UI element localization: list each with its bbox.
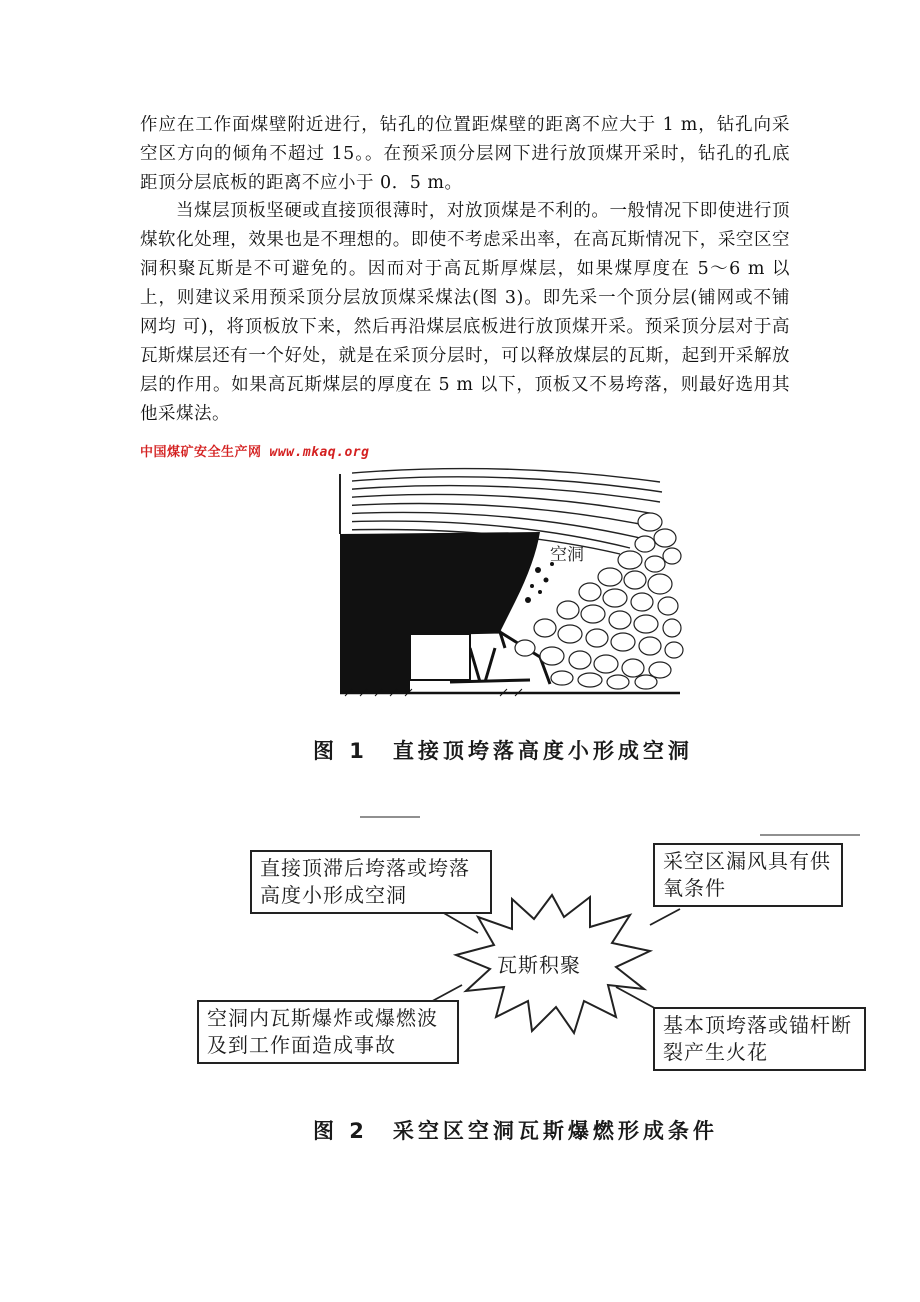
gas-accumulation-label: 瓦斯积聚 (497, 953, 581, 977)
paragraph-1: 作应在工作面煤壁附近进行，钻孔的位置距煤壁的距离不应大于 1 m，钻孔向采空区方向的倾角不超过 15。。在预采顶分层网下进行放顶煤开采时，钻孔的孔底距顶分层底板的距离不应小于 0．5 m。 (140, 115, 790, 193)
cause-box-oxygen: 采空区漏风具有供氧条件 (653, 843, 843, 907)
figure-1-caption: 图 1 直接顶垮落高度小形成空洞 (313, 739, 693, 763)
cavity-label: 空洞 (550, 545, 584, 565)
watermark-url: www.mkaq.org (269, 445, 370, 460)
cause-box-explosion: 空洞内瓦斯爆炸或爆燃波及到工作面造成事故 (197, 1000, 459, 1064)
cause-box-cavity: 直接顶滞后垮落或垮落高度小形成空洞 (250, 850, 492, 914)
cause-box-spark: 基本顶垮落或锚杆断裂产生火花 (653, 1007, 866, 1071)
paragraph-2: 当煤层顶板坚硬或直接顶很薄时，对放顶煤是不利的。一般情况下即使进行顶煤软化处理，效果也是不理想的。即使不考虑采出率，在高瓦斯情况下，采空区空洞积聚瓦斯是不可避免的。因而对于高瓦斯厚煤层，如果煤厚度在 5～6 m 以上，则建议采用预采顶分层放顶煤采煤法(图 3)。即先采一个顶分层(铺网或不铺网均 可)，将顶板放下来，然后再沿煤层底板进行放顶煤开采。预采顶分层对于高瓦斯煤层还有一个好处，就是在采顶分层时，可以释放煤层的瓦斯，起到开采解放层的作用。如果高瓦斯煤层的厚度在 5 m 以下，顶板又不易垮落，则最好选用其他采煤法。 (140, 201, 790, 424)
strata-cut (340, 472, 352, 534)
watermark-site: 中国煤矿安全生产网 (140, 445, 262, 460)
figure-1-illustration (300, 452, 690, 697)
figure-2-caption: 图 2 采空区空洞瓦斯爆燃形成条件 (313, 1119, 718, 1143)
